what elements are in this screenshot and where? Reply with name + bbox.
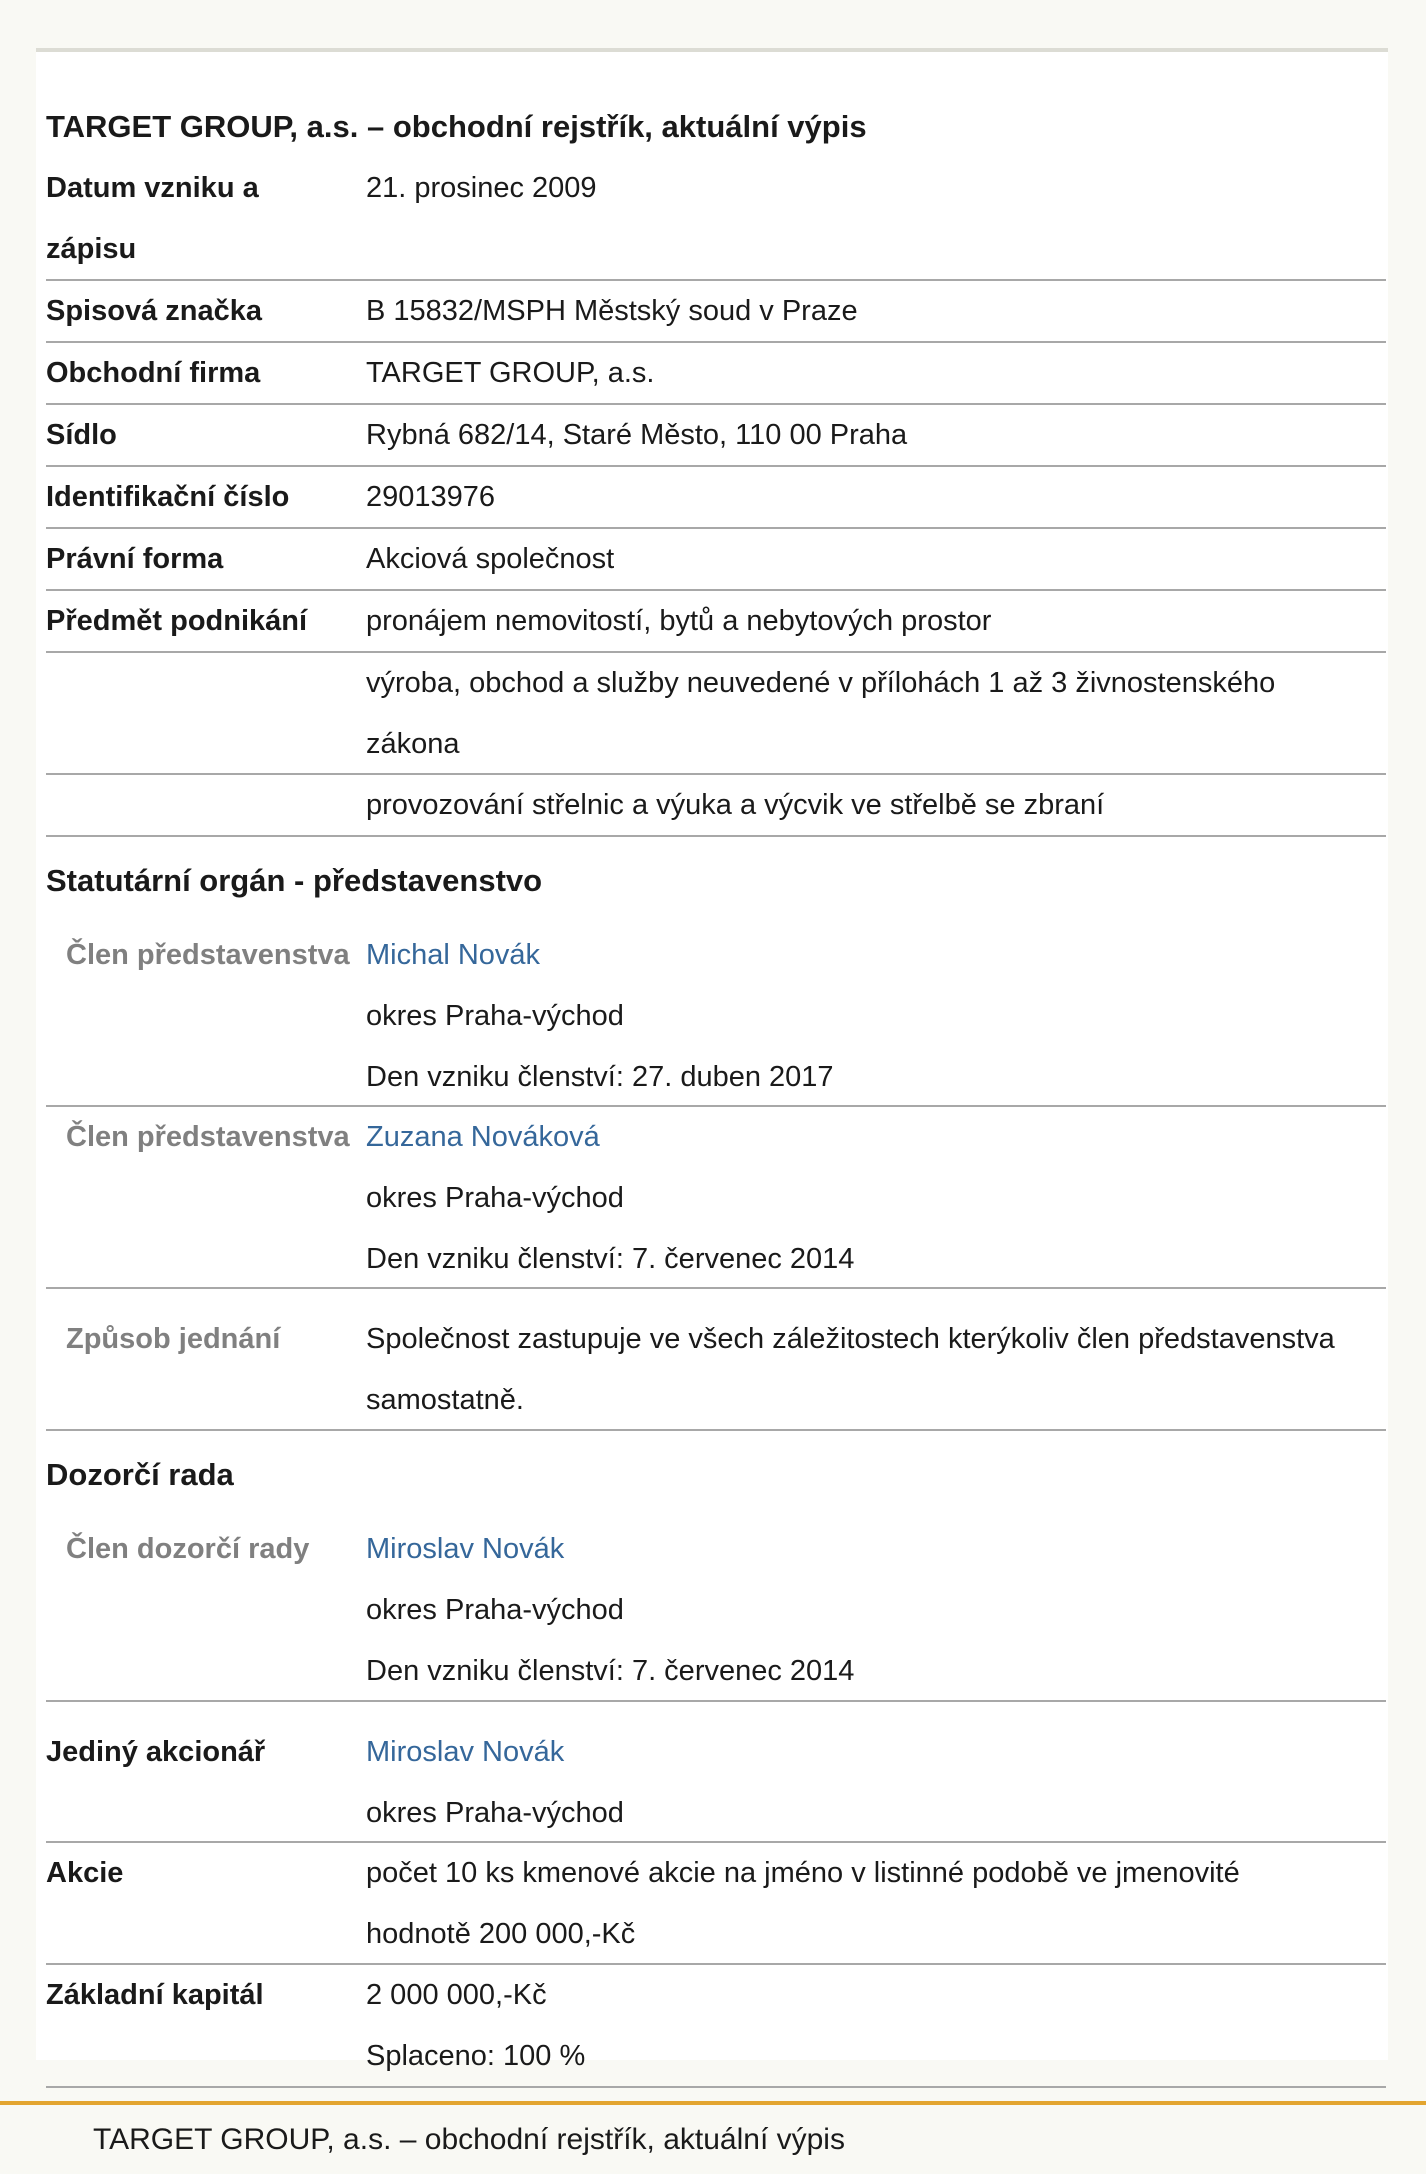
footer-text: TARGET GROUP, a.s. – obchodní rejstřík, aktuální výpis xyxy=(93,2123,845,2156)
row-predmet-3 xyxy=(46,775,1386,837)
ic-value: 29013976 xyxy=(366,481,496,513)
clen-2-name-link[interactable]: Zuzana Nováková xyxy=(366,1121,600,1153)
predmet-value-1: pronájem nemovitostí, bytů a nebytových prostor xyxy=(366,605,992,637)
row-predmet-2 xyxy=(46,653,1386,775)
jednani-line2: samostatně. xyxy=(366,1384,524,1416)
sidlo-value: Rybná 682/14, Staré Město, 110 00 Praha xyxy=(366,419,908,451)
register-content xyxy=(46,96,1386,2088)
row-spis xyxy=(46,281,1386,343)
row-forma xyxy=(46,529,1386,591)
akcie-label: Akcie xyxy=(46,1857,124,1889)
row-datum xyxy=(46,158,1386,281)
spis-label: Spisová značka xyxy=(46,295,262,327)
kapital-value: 2 000 000,-Kč xyxy=(366,1979,547,2011)
spis-value: B 15832/MSPH Městský soud v Praze xyxy=(366,295,858,327)
clen-2-den: Den vzniku členství: 7. červenec 2014 xyxy=(366,1243,855,1275)
dozorci-clen-den: Den vzniku členství: 7. červenec 2014 xyxy=(366,1655,855,1687)
dozorci-heading: Dozorčí rada xyxy=(46,1457,234,1492)
page-footer xyxy=(0,2101,1426,2174)
datum-label xyxy=(46,158,366,279)
firma-label: Obchodní firma xyxy=(46,357,261,389)
row-firma xyxy=(46,343,1386,405)
clen-1-den: Den vzniku členství: 27. duben 2017 xyxy=(366,1061,834,1093)
predmet-value-3: provozování střelnic a výuka a výcvik ve střelbě se zbraní xyxy=(366,789,1105,821)
row-predmet-1 xyxy=(46,591,1386,653)
row-clen-1 xyxy=(46,925,1386,1107)
row-akcie xyxy=(46,1843,1386,1965)
akcie-line1: počet 10 ks kmenové akcie na jméno v listinné podobě ve jmenovité xyxy=(366,1857,1240,1889)
jednani-label: Způsob jednání xyxy=(66,1323,281,1355)
dozorci-clen-label: Člen dozorčí rady xyxy=(66,1533,310,1565)
clen-2-okres: okres Praha-východ xyxy=(366,1182,624,1214)
firma-value: TARGET GROUP, a.s. xyxy=(366,357,655,389)
dozorci-clen-okres: okres Praha-východ xyxy=(366,1594,624,1626)
sidlo-label: Sídlo xyxy=(46,419,117,451)
statutar-heading: Statutární orgán - představenstvo xyxy=(46,863,543,898)
page-title: TARGET GROUP, a.s. – obchodní rejstřík, aktuální výpis xyxy=(46,109,867,144)
datum-value: 21. prosinec 2009 xyxy=(366,172,597,204)
predmet-value-2-line1: výroba, obchod a služby neuvedené v přílohách 1 až 3 živnostenského xyxy=(366,667,1276,699)
jednani-line1: Společnost zastupuje ve všech záležitostech kterýkoliv člen představenstva xyxy=(366,1323,1335,1355)
datum-label-line1: Datum vzniku a xyxy=(46,172,259,204)
clen-1-okres: okres Praha-východ xyxy=(366,1000,624,1032)
row-kapital xyxy=(46,1965,1386,2088)
dozorci-clen-name-link[interactable]: Miroslav Novák xyxy=(366,1533,565,1565)
akcie-line2: hodnotě 200 000,-Kč xyxy=(366,1918,636,1950)
row-clen-2 xyxy=(46,1107,1386,1289)
clen-label-1: Člen představenstva xyxy=(66,939,350,971)
clen-label-2: Člen představenstva xyxy=(66,1121,350,1153)
datum-label-line2: zápisu xyxy=(46,233,137,265)
row-sidlo xyxy=(46,405,1386,467)
ic-label: Identifikační číslo xyxy=(46,481,290,513)
akcionar-okres: okres Praha-východ xyxy=(366,1797,624,1829)
predmet-value-2-line2: zákona xyxy=(366,728,460,760)
kapital-label: Základní kapitál xyxy=(46,1979,264,2011)
row-jednani xyxy=(46,1289,1386,1431)
row-ic xyxy=(46,467,1386,529)
predmet-label: Předmět podnikání xyxy=(46,605,308,637)
register-card xyxy=(36,48,1388,2072)
kapital-splaceno: Splaceno: 100 % xyxy=(366,2040,586,2072)
row-dozorci-clen xyxy=(46,1519,1386,1702)
forma-value: Akciová společnost xyxy=(366,543,615,575)
akcionar-name-link[interactable]: Miroslav Novák xyxy=(366,1736,565,1768)
akcionar-label: Jediný akcionář xyxy=(46,1736,266,1768)
clen-1-name-link[interactable]: Michal Novák xyxy=(366,939,541,971)
forma-label: Právní forma xyxy=(46,543,224,575)
row-akcionar xyxy=(46,1702,1386,1843)
